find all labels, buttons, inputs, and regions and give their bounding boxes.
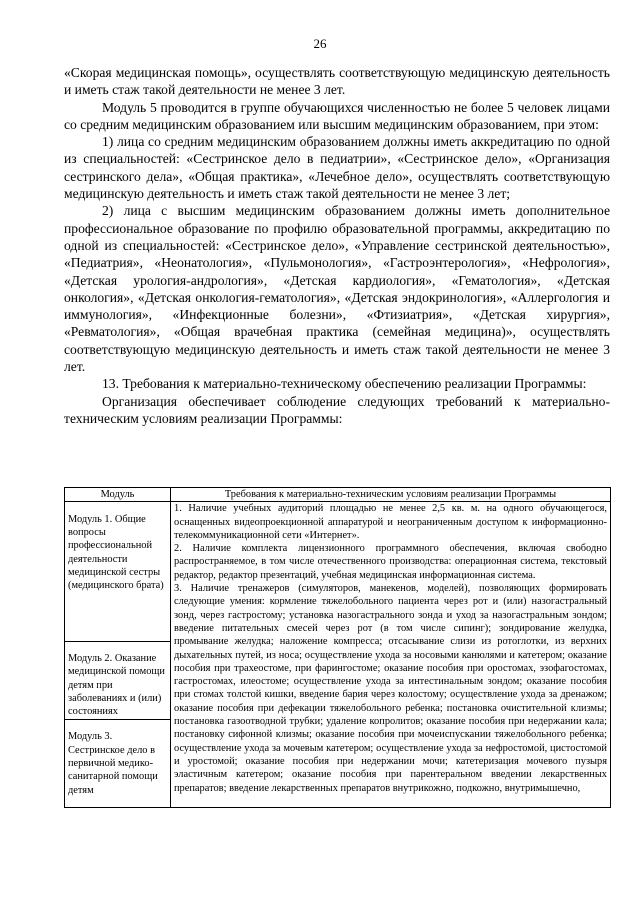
requirement-item: 2. Наличие комплекта лицензионного программного обеспечения, включая свободно распространяемое, в том числе отечественного производства: операционная система, текстовый редактор, редактор презентаций, учебная медицинская информационная система. [174,543,607,581]
module-name: Модуль 2. Оказание медицинской помощи детям при заболеваниях и (или) состояниях [68,653,165,718]
requirement-item: 3. Наличие тренажеров (симуляторов, манекенов, моделей), позволяющих формировать следующие умения: кормление тяжелобольного пациента через рот и (или) назогастральный зонд, через гастростому; установка назогастрального зонда и уход за назогастральным зондом; введение питательных смесей через рот (в том числе сипинг); зондирование желудка, промывание желудка; наложение компресса; отсасывание слизи из ротоглотки, из верхних дыхательных путей, из носа; осуществление ухода за носовыми канюлями и катетером; оказание пособия при трахеостоме, при фарингостоме; оказание пособия при оростомах, эзофагостомах, гастростомах, илеостоме; осуществление ухода за интестинальным зондом; оказание пособия при стомах толстой кишки, введение бария через колостому; осуществление ухода за дренажом; оказание пособия при дефекации тяжелобольного ребенка; постановка очистительной клизмы; постановка газоотводной трубки; удаление копролитов; оказание пособия при недержании кала; постановку сифонной клизмы; оказание пособия при мочеиспускании тяжелобольного ребенка; осуществление ухода за мочевым катетером; осуществление ухода за нефростомой, цистостомой и уростомой; оказание пособия при недержании мочи; катетеризация мочевого пузыря эластичным катетером; оказание пособия при парентеральном введении лекарственных препаратов; введение лекарственных препаратов внутрикожно, подкожно, внутримышечно, [174,583,607,794]
paragraph: Модуль 5 проводится в группе обучающихся численностью не более 5 человек лицами со средним медицинским образованием или высшим медицинским образованием, при этом: [64,99,610,132]
body-text [64,64,610,427]
page-number: 26 [313,36,327,51]
module-column [65,502,171,808]
table-row [65,502,611,808]
table-header-row [65,488,611,502]
module-name: Модуль 1. Общие вопросы профессиональной деятельности медицинской сестры (медицинского брата) [68,513,164,592]
requirements-cell [171,502,611,808]
requirement-item: 1. Наличие учебных аудиторий площадью не менее 2,5 кв. м. на одного обучающегося, оснащенных видеопроекционной аппаратурой и неограниченным доступом к информационно-телекоммуникационной сети «Интернет». [174,503,607,541]
table-header-module: Модуль [65,488,171,502]
paragraph: «Скорая медицинская помощь», осуществлять соответствующую медицинскую деятельность и иметь стаж такой деятельности не менее 3 лет. [64,65,610,98]
module-name: Модуль 3. Сестринское дело в первичной медико-санитарной помощи детям [68,731,158,796]
requirements-table [64,487,611,808]
module-cell [65,730,170,796]
module-cell [65,652,170,720]
paragraph: 1) лица со средним медицинским образованием должны иметь аккредитацию по одной из специальностей: «Сестринское дело в педиатрии», «Сестринское дело», «Организация сестринского дела», «Общая практика», «Лечебное дело», осуществлять соответствующую медицинскую деятельность и иметь стаж такой деятельности не менее 3 лет; [64,134,610,202]
table-header-requirements: Требования к материально-техническим условиям реализации Программы [171,488,611,502]
paragraph: 2) лица с высшим медицинским образованием должны иметь дополнительное профессиональное образование по профилю образовательной программы, аккредитацию по одной из специальностей: «Сестринское дело», «Управление сестринской деятельностью», «Педиатрия», «Неонатология», «Пульмонология», «Гастроэнтерология», «Нефрология», «Детская урология-андрология», «Детская кардиология», «Гематология», «Детская онкология», «Детская онкология-гематология», «Детская эндокринология», «Аллергология и иммунология», «Инфекционные болезни», «Фтизиатрия», «Детская хирургия», «Ревматология», «Общая врачебная практика (семейная медицина)», осуществлять соответствующую медицинскую деятельность и иметь стаж такой деятельности не менее 3 лет. [64,203,610,375]
module-cell [65,513,170,642]
paragraph: Организация обеспечивает соблюдение следующих требований к материально-техническим условиям реализации Программы: [64,393,610,426]
section-heading: 13. Требования к материально-техническому обеспечению реализации Программы: [102,376,587,392]
